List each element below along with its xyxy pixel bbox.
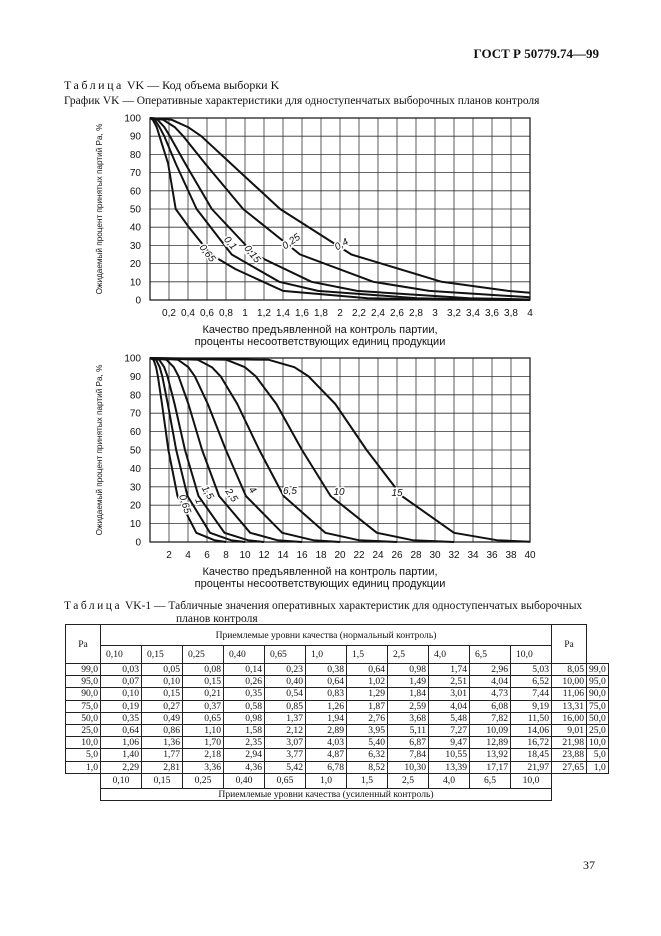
tightened-level-cell: 0,25 (183, 773, 224, 788)
y-tick-label: 0 (135, 537, 141, 549)
y-tick-label: 10 (129, 277, 141, 289)
table-cell: 0,03 (101, 664, 142, 676)
tightened-level-cell: 0,65 (265, 773, 306, 788)
table-cell: 0,10 (142, 676, 183, 688)
curve-label: 1 (192, 496, 205, 506)
table-cell: 8,52 (347, 761, 388, 773)
blank-cell (552, 773, 587, 788)
curve-label: 0,4 (332, 236, 351, 254)
table-cell: 7,44 (511, 688, 552, 700)
table-cell: 1,10 (183, 724, 224, 736)
tightened-level-cell: 2,5 (388, 773, 429, 788)
table-cell: 2,89 (306, 724, 347, 736)
table-cell: 2,96 (470, 664, 511, 676)
tightened-level-cell: 1,0 (306, 773, 347, 788)
table-cell: 0,10 (101, 688, 142, 700)
table-cell: 2,29 (101, 761, 142, 773)
table-cell: 21,98 (552, 737, 587, 749)
tightened-level-cell: 10,0 (511, 773, 552, 788)
y-tick-label: 20 (129, 500, 141, 512)
table-cell: 90,0 (66, 688, 101, 700)
tightened-level-cell: 6,5 (470, 773, 511, 788)
tightened-level-cell: 0,10 (101, 773, 142, 788)
table-cell: 3,77 (265, 749, 306, 761)
chart-bottom (95, 354, 536, 591)
normal-level-cell: 1,0 (306, 646, 347, 664)
table-cell: 7,27 (429, 724, 470, 736)
table-cell: 1,26 (306, 700, 347, 712)
table-cell: 4,04 (429, 700, 470, 712)
table-cell: 90,0 (587, 688, 609, 700)
table-row (66, 700, 609, 712)
table-cell: 2,76 (347, 712, 388, 724)
y-tick-label: 60 (129, 186, 141, 198)
table-cell: 5,42 (265, 761, 306, 773)
table-cell: 0,85 (265, 700, 306, 712)
table-row (66, 676, 609, 688)
table-cell: 1,40 (101, 749, 142, 761)
table-cell: 4,03 (306, 737, 347, 749)
table-cell: 10,00 (552, 676, 587, 688)
table-cell: 1,87 (347, 700, 388, 712)
table-cell: 13,31 (552, 700, 587, 712)
curve-label: 0,15 (241, 243, 263, 266)
blank-cell (66, 773, 101, 788)
x-axis-label-line1: Качество предъявленной на контроль партии, (202, 324, 438, 336)
table-cell: 0,14 (224, 664, 265, 676)
table-cell: 0,65 (183, 712, 224, 724)
table-cell: 10,0 (587, 737, 609, 749)
table-cell: 16,00 (552, 712, 587, 724)
table-cell: 2,81 (142, 761, 183, 773)
table-cell: 2,94 (224, 749, 265, 761)
table-cell: 0,98 (388, 664, 429, 676)
table-cell: 6,52 (511, 676, 552, 688)
table-word-2: Таблица (64, 600, 123, 612)
table-cell: 25,0 (66, 724, 101, 736)
table-cell: 1,37 (265, 712, 306, 724)
table-cell: 1,0 (587, 761, 609, 773)
table-cell: 1,84 (388, 688, 429, 700)
table-cell: 99,0 (66, 664, 101, 676)
table-vk1-title-rest: VK-1 — Табличные значения оперативных характеристик для одноступенчатых выборочных (124, 600, 583, 612)
tightened-levels-row (66, 773, 609, 788)
table-header-row (66, 625, 609, 646)
table-cell: 0,38 (306, 664, 347, 676)
curve-label: 0,65 (176, 493, 193, 516)
table-cell: 1,29 (347, 688, 388, 700)
table-cell: 0,07 (101, 676, 142, 688)
table-cell: 4,04 (470, 676, 511, 688)
x-tick-label: 2 (166, 550, 172, 561)
normal-level-cell: 4,0 (429, 646, 470, 664)
y-tick-label: 40 (129, 222, 141, 234)
table-cell: 3,01 (429, 688, 470, 700)
table-cell: 1,49 (388, 676, 429, 688)
x-tick-label: 0,8 (219, 308, 233, 319)
table-cell: 1,36 (142, 737, 183, 749)
table-cell: 0,83 (306, 688, 347, 700)
curve-label: 15 (391, 488, 403, 499)
table-cell: 8,05 (552, 664, 587, 676)
x-tick-label: 34 (467, 550, 479, 561)
table-cell: 2,12 (265, 724, 306, 736)
table-cell: 75,0 (66, 700, 101, 712)
table-cell: 0,49 (142, 712, 183, 724)
table-cell: 10,0 (66, 737, 101, 749)
table-cell: 0,64 (306, 676, 347, 688)
table-cell: 4,73 (470, 688, 511, 700)
table-cell: 50,0 (66, 712, 101, 724)
curve-label: 0,65 (196, 242, 218, 265)
x-tick-label: 32 (448, 550, 460, 561)
y-tick-label: 60 (129, 427, 141, 439)
x-tick-label: 2,8 (409, 308, 423, 319)
x-tick-label: 3,2 (447, 308, 461, 319)
table-cell: 0,64 (347, 664, 388, 676)
x-tick-label: 0,2 (162, 308, 176, 319)
table-cell: 0,26 (224, 676, 265, 688)
table-cell: 6,32 (347, 749, 388, 761)
table-cell: 5,40 (347, 737, 388, 749)
table-cell: 1,0 (66, 761, 101, 773)
normal-control-header: Приемлемые уровни качества (нормальный контроль) (101, 625, 552, 646)
table-row (66, 761, 609, 773)
table-cell: 14,06 (511, 724, 552, 736)
y-tick-label: 90 (129, 131, 141, 143)
normal-level-cell: 0,10 (101, 646, 142, 664)
x-tick-label: 0,4 (181, 308, 195, 319)
table-cell: 7,82 (470, 712, 511, 724)
table-cell: 23,88 (552, 749, 587, 761)
table-cell: 2,18 (183, 749, 224, 761)
table-cell: 1,94 (306, 712, 347, 724)
pa-header: Pa (552, 625, 587, 664)
table-word: Таблица (64, 78, 124, 92)
table-row (66, 712, 609, 724)
table-row (66, 724, 609, 736)
y-tick-label: 30 (129, 240, 141, 252)
y-tick-label: 100 (124, 113, 141, 125)
y-tick-label: 20 (129, 259, 141, 271)
table-cell: 7,84 (388, 749, 429, 761)
x-tick-label: 6 (204, 550, 210, 561)
table-cell: 0,05 (142, 664, 183, 676)
oc-table (65, 624, 609, 801)
x-tick-label: 1,6 (295, 308, 309, 319)
normal-level-cell: 0,25 (183, 646, 224, 664)
table-cell: 0,54 (265, 688, 306, 700)
normal-level-cell: 0,65 (265, 646, 306, 664)
table-cell: 9,01 (552, 724, 587, 736)
curve-label: 1,5 (198, 483, 216, 502)
table-cell: 5,48 (429, 712, 470, 724)
x-tick-label: 30 (429, 550, 441, 561)
table-levels-row (66, 646, 609, 664)
chart-top (95, 114, 533, 349)
x-tick-label: 3,8 (504, 308, 518, 319)
table-cell: 18,45 (511, 749, 552, 761)
normal-level-cell: 10,0 (511, 646, 552, 664)
x-tick-label: 1,8 (314, 308, 328, 319)
table-cell: 13,92 (470, 749, 511, 761)
normal-level-cell: 0,40 (224, 646, 265, 664)
x-tick-label: 18 (315, 550, 327, 561)
curve-label: 4 (245, 484, 258, 497)
x-tick-label: 1,4 (276, 308, 290, 319)
x-tick-label: 26 (391, 550, 403, 561)
table-cell: 10,30 (388, 761, 429, 773)
table-row (66, 664, 609, 676)
x-tick-label: 4 (527, 308, 533, 319)
normal-level-cell: 0,15 (142, 646, 183, 664)
table-cell: 0,23 (265, 664, 306, 676)
x-axis-label-line2: проценты несоответствующих единиц продукции (194, 578, 446, 590)
table-cell: 0,15 (183, 676, 224, 688)
table-cell: 6,78 (306, 761, 347, 773)
table-cell: 6,08 (470, 700, 511, 712)
x-tick-label: 3,6 (485, 308, 499, 319)
table-cell: 3,68 (388, 712, 429, 724)
table-cell: 11,06 (552, 688, 587, 700)
table-cell: 99,0 (587, 664, 609, 676)
table-cell: 9,19 (511, 700, 552, 712)
y-tick-label: 40 (129, 463, 141, 475)
x-tick-label: 14 (277, 550, 289, 561)
x-tick-label: 0,6 (200, 308, 214, 319)
normal-level-cell: 6,5 (470, 646, 511, 664)
y-tick-label: 50 (129, 445, 141, 457)
table-cell: 95,0 (66, 676, 101, 688)
x-tick-label: 4 (185, 550, 191, 561)
x-tick-label: 38 (505, 550, 517, 561)
y-tick-label: 80 (129, 149, 141, 161)
table-cell: 0,40 (265, 676, 306, 688)
table-cell: 95,0 (587, 676, 609, 688)
table-cell: 4,87 (306, 749, 347, 761)
tightened-level-cell: 0,40 (224, 773, 265, 788)
x-tick-label: 3,4 (466, 308, 480, 319)
y-axis-label: Ожидаемый процент принятых партий Pa, % (95, 123, 104, 295)
curve-label: 0,25 (280, 231, 303, 253)
x-tick-label: 16 (296, 550, 308, 561)
table-cell: 0,86 (142, 724, 183, 736)
pa-header: Pa (66, 625, 101, 664)
table-cell: 0,27 (142, 700, 183, 712)
table-cell: 1,06 (101, 737, 142, 749)
tightened-level-cell: 4,0 (429, 773, 470, 788)
table-vk1-title-line2: планов контроля (176, 613, 258, 625)
table-cell: 13,39 (429, 761, 470, 773)
table-cell: 5,0 (587, 749, 609, 761)
x-tick-label: 2,4 (371, 308, 385, 319)
y-tick-label: 70 (129, 408, 141, 420)
table-cell: 12,89 (470, 737, 511, 749)
x-tick-label: 8 (223, 550, 229, 561)
table-cell: 0,19 (101, 700, 142, 712)
table-cell: 0,58 (224, 700, 265, 712)
curve-label: 10 (333, 487, 345, 498)
y-tick-label: 100 (124, 353, 141, 365)
normal-level-cell: 1,5 (347, 646, 388, 664)
table-cell: 2,51 (429, 676, 470, 688)
x-tick-label: 2,2 (352, 308, 366, 319)
curve-label: 0,1 (221, 234, 239, 253)
table-row (66, 737, 609, 749)
table-cell: 50,0 (587, 712, 609, 724)
table-cell: 0,64 (101, 724, 142, 736)
table-cell: 5,03 (511, 664, 552, 676)
table-cell: 0,98 (224, 712, 265, 724)
curve-label: 6,5 (283, 486, 297, 497)
x-tick-label: 36 (486, 550, 498, 561)
table-cell: 1,74 (429, 664, 470, 676)
x-tick-label: 10 (239, 550, 251, 561)
tightened-header-row (66, 788, 609, 800)
table-cell: 2,59 (388, 700, 429, 712)
table-cell: 21,97 (511, 761, 552, 773)
blank-cell (66, 788, 101, 800)
table-cell: 0,08 (183, 664, 224, 676)
tightened-level-cell: 1,5 (347, 773, 388, 788)
table-vk-title-rest: VK — Код объема выборки K (126, 78, 280, 92)
page-number: 37 (583, 858, 595, 872)
blank-cell (552, 788, 587, 800)
x-tick-label: 12 (258, 550, 270, 561)
table-cell: 1,70 (183, 737, 224, 749)
normal-level-cell: 2,5 (388, 646, 429, 664)
y-tick-label: 90 (129, 371, 141, 383)
y-tick-label: 50 (129, 204, 141, 216)
table-cell: 1,77 (142, 749, 183, 761)
table-cell: 6,87 (388, 737, 429, 749)
y-tick-label: 0 (135, 295, 141, 307)
table-cell: 4,36 (224, 761, 265, 773)
graph-vk-title: График VK — Оперативные характеристики для одноступенчатых выборочных планов контроля (64, 95, 540, 107)
table-cell: 3,95 (347, 724, 388, 736)
standard-number: ГОСТ Р 50779.74—99 (473, 46, 599, 61)
table-row (66, 749, 609, 761)
x-axis-label-line1: Качество предъявленной на контроль партии, (202, 566, 438, 578)
x-tick-label: 20 (334, 550, 346, 561)
tightened-level-cell: 0,15 (142, 773, 183, 788)
table-cell: 3,36 (183, 761, 224, 773)
x-tick-label: 2 (337, 308, 343, 319)
y-tick-label: 10 (129, 519, 141, 531)
table-cell: 1,58 (224, 724, 265, 736)
x-tick-label: 1 (242, 308, 248, 319)
table-cell: 0,35 (101, 712, 142, 724)
x-axis-label-line2: проценты несоответствующих единиц продукции (194, 336, 446, 348)
x-tick-label: 28 (410, 550, 422, 561)
y-tick-label: 70 (129, 168, 141, 180)
x-tick-label: 24 (372, 550, 384, 561)
x-tick-label: 2,6 (390, 308, 404, 319)
x-tick-label: 1,2 (257, 308, 271, 319)
table-cell: 5,0 (66, 749, 101, 761)
y-tick-label: 80 (129, 390, 141, 402)
table-cell: 16,72 (511, 737, 552, 749)
x-tick-label: 40 (524, 550, 536, 561)
table-cell: 2,35 (224, 737, 265, 749)
table-cell: 3,07 (265, 737, 306, 749)
table-cell: 25,0 (587, 724, 609, 736)
table-cell: 27,65 (552, 761, 587, 773)
table-cell: 1,02 (347, 676, 388, 688)
table-cell: 0,37 (183, 700, 224, 712)
x-tick-label: 22 (353, 550, 365, 561)
curve-label: 2,5 (222, 486, 240, 505)
table-cell: 0,21 (183, 688, 224, 700)
table-cell: 10,55 (429, 749, 470, 761)
table-cell: 10,09 (470, 724, 511, 736)
tightened-control-header: Приемлемые уровни качества (усиленный контроль) (101, 788, 552, 800)
y-axis-label: Ожидаемый процент принятых партий Pa, % (95, 364, 104, 536)
y-tick-label: 30 (129, 482, 141, 494)
table-cell: 0,35 (224, 688, 265, 700)
table-cell: 11,50 (511, 712, 552, 724)
table-cell: 17,17 (470, 761, 511, 773)
table-cell: 9,47 (429, 737, 470, 749)
table-cell: 5,11 (388, 724, 429, 736)
table-vk1-title (64, 600, 604, 626)
x-tick-label: 3 (432, 308, 438, 319)
table-cell: 75,0 (587, 700, 609, 712)
table-cell: 0,15 (142, 688, 183, 700)
table-row (66, 688, 609, 700)
